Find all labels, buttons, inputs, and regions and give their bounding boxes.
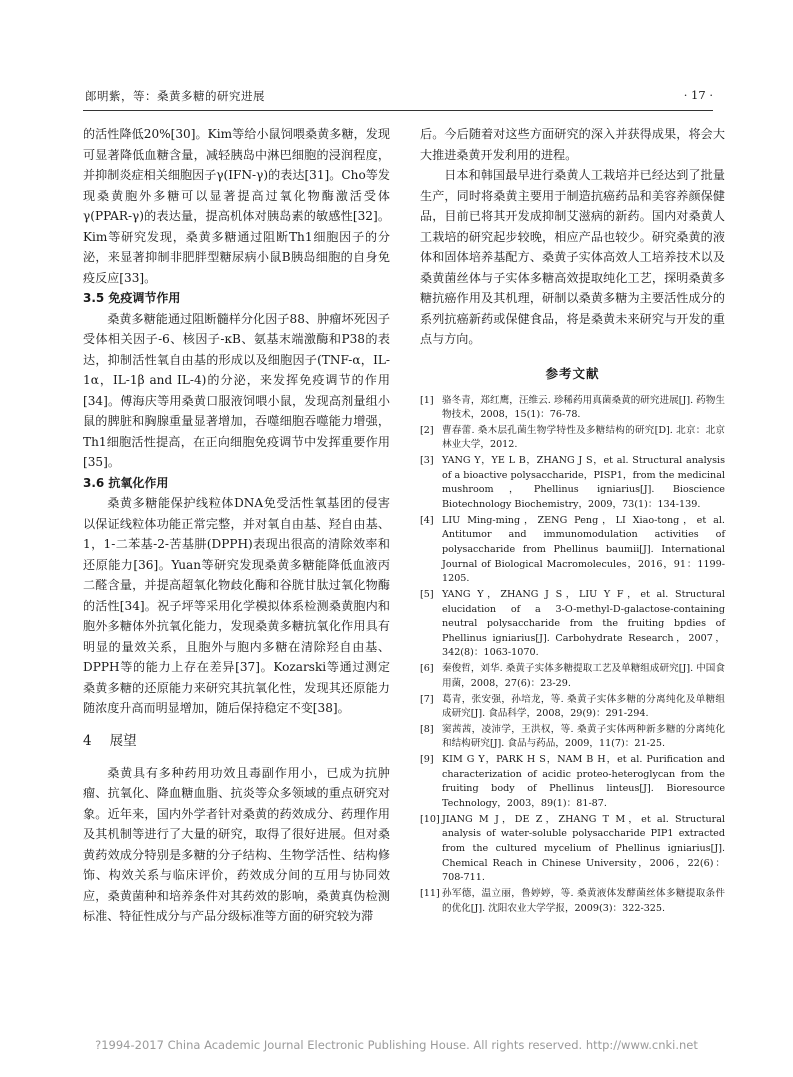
reference-item [420, 662, 725, 691]
reference-item [420, 454, 725, 512]
reference-number: [2] [420, 424, 434, 436]
references-heading: 参考文献 [545, 365, 600, 381]
reference-item [420, 588, 725, 661]
page-number: · 17 · [683, 88, 713, 102]
reference-number: [6] [420, 663, 434, 675]
reference-item [420, 424, 725, 453]
paragraph-outlook-cont: 后。今后随着对这些方面研究的深入并获得成果，将会大大推进桑黄开发利用的进程。 [420, 127, 725, 162]
reference-text: 秦俊哲，刘华. 桑黄子实体多糖提取工艺及单糖组成研究[J]. 中国食用菌，2008，27(6)：23-29. [442, 663, 725, 689]
heading-4-outlook [83, 731, 390, 751]
reference-item [420, 887, 725, 916]
reference-text: YANG Y，YE L B，ZHANG J S，et al. Structural analysis of a bioactive polysaccharide，PISP1，from the medicinal mushroom，Phellinus igniarius[J]. Bioscience Biotechnology Biochemistry，2009，73(1)：134-139. [442, 455, 725, 511]
reference-text: 孙军德，温立丽，鲁婷婷，等. 桑黄液体发酵菌丝体多糖提取条件的优化[J]. 沈阳农业大学学报，2009(3)：322-325. [442, 887, 725, 914]
reference-number: [8] [420, 723, 434, 735]
left-column [83, 124, 390, 927]
reference-item [420, 514, 725, 587]
reference-item [420, 394, 725, 423]
heading-3-5-immunomodulation: 3.5 免疫调节作用 [83, 291, 181, 305]
paragraph-development: 日本和韩国最早进行桑黄人工栽培并已经达到了批量生产，同时将桑黄主要用于制造抗癌药品和美容养颜保健品，目前已将其开发成抑制艾滋病的新药。国内对桑黄人工栽培的研究起步较晚，相应产品也较少。研究桑黄的液体和固体培养基配方、桑黄子实体高效人工培养技术以及桑黄菌丝体与子实体多糖高效提取纯化工艺，探明桑黄多糖抗癌作用及其机理，研制以桑黄多糖为主要活性成分的系列抗癌新药或保健食品，将是桑黄未来研究与开发的重点与方向。 [420, 168, 725, 346]
reference-number: [1] [420, 394, 434, 406]
right-column [420, 124, 725, 917]
reference-text: LIU Ming-ming，ZENG Peng，LI Xiao-tong，et al. Antitumor and immunomodulation activities of polysaccharide from Phellinus baumii[J]. International Journal of Biological Macromolecules，2016，91：1199-1205. [442, 514, 725, 585]
reference-text: 骆冬青，郑红鹰，汪维云. 珍稀药用真菌桑黄的研究进展[J]. 药物生物技术，2008，15(1)：76-78. [442, 394, 725, 421]
copyright-footer: ?1994-2017 China Academic Journal Electronic Publishing House. All rights reserved. http://www.cnki.net [95, 1038, 698, 1052]
running-header [83, 88, 713, 111]
reference-text: 葛青，张安强，孙培龙，等. 桑黄子实体多糖的分离纯化及单糖组成研究[J]. 食品科学，2008，29(9)：291-294. [442, 693, 725, 720]
reference-number: [9] [420, 754, 434, 766]
reference-item [420, 753, 725, 811]
section-number: 4 [83, 732, 92, 749]
heading-3-6-antioxidant: 3.6 抗氧化作用 [83, 475, 169, 490]
paragraph-outlook: 桑黄具有多种药用功效且毒副作用小，已成为抗肿瘤、抗氧化、降血糖血脂、抗炎等众多领域的重点研究对象。近年来，国内外学者针对桑黄的药效成分、药理作用及其机制等进行了大量的研究，取得了很好进展。但对桑黄药效成分特别是多糖的分子结构、生物学活性、结构修饰、构效关系与临床评价，药效成分间的互用与协同效应，桑黄菌种和培养条件对其药效的影响，桑黄真伪检测标准、特征性成分与产品分级标准等方面的研究较为滞 [83, 765, 390, 923]
reference-text: KIM G Y，PARK H S，NAM B H，et al. Purification and characterization of acidic proteo-heteroglycan from the fruiting body of Phellinus linteus[J]. Bioresource Technology，2003，89(1)：81-87. [442, 754, 725, 810]
section-title: 展望 [109, 732, 137, 749]
reference-number: [10] [420, 813, 440, 825]
reference-list [420, 394, 725, 917]
reference-number: [3] [420, 455, 434, 467]
reference-item [420, 813, 725, 886]
reference-text: JIANG M J，DE Z，ZHANG T M，et al. Structural analysis of water-soluble polysaccharide PIP1 extracted from the cultured mycelium of Phellinus igniarius[J]. Chemical Reach in Chinese University，2006，22(6)：708-711. [442, 813, 725, 884]
paragraph-antidiabetic-cont: 的活性降低20%[30]。Kim等给小鼠饲喂桑黄多糖，发现可显著降低血糖含量，减轻胰岛中淋巴细胞的浸润程度，并抑制炎症相关细胞因子γ(IFN-γ)的表达[31]。Cho等发现桑黄胞外多糖可以显著提高过氧化物酶激活受体γ(PPAR-γ)的表达量，提高机体对胰岛素的敏感性[32]。Kim等研究发现，桑黄多糖通过阻断Th1细胞因子的分泌，来显著抑制非肥胖型糖尿病小鼠B胰岛细胞的自身免疫反应[33]。 [83, 127, 390, 285]
reference-number: [4] [420, 514, 434, 526]
reference-item [420, 693, 725, 722]
reference-item [420, 723, 725, 752]
reference-number: [5] [420, 588, 434, 600]
running-title: 郎明紫，等：桑黄多糖的研究进展 [85, 89, 265, 103]
paragraph-immunomodulation: 桑黄多糖能通过阻断髓样分化因子88、肿瘤坏死因子受体相关因子-6、核因子-κB、氨基末端激酶和P38的表达，抑制活性氧自由基的形成以及细胞因子(TNF-α，IL-1α，IL-1β and IL-4)的分泌，来发挥免疫调节的作用[34]。傅海庆等用桑黄口服液饲喂小鼠，发现高剂量组小鼠的脾脏和胸腺重量显著增加，吞噬细胞吞噬能力增强，Th1细胞活性提高，在正向细胞免疫调节中发挥重要作用[35]。 [83, 311, 390, 469]
reference-text: 窦茜茜，凌沛学，王洪权，等. 桑黄子实体两种新多糖的分离纯化和结构研究[J]. 食品与药品，2009，11(7)：21-25. [442, 723, 725, 750]
paragraph-antioxidant: 桑黄多糖能保护线粒体DNA免受活性氧基团的侵害以保证线粒体功能正常完整，并对氧自由基、羟自由基、1，1-二苯基-2-苦基肼(DPPH)表现出很高的清除效率和还原能力[36]。Yuan等研究发现桑黄多糖能降低血液丙二醛含量，并提高超氧化物歧化酶和谷胱甘肽过氧化物酶的活性[34]。祝子坪等采用化学模拟体系检测桑黄胞内和胞外多糖体外抗氧化能力，发现桑黄多糖抗氧化作用具有明显的量效关系，且胞外与胞内多糖在清除羟自由基、DPPH等的能力上存在差异[37]。Kozarski等通过测定桑黄多糖的还原能力来研究其抗氧化性，发现其还原能力随浓度升高而明显增加，随后保持稳定不变[38]。 [83, 496, 390, 715]
reference-text: 曹春蕾. 桑木层孔菌生物学特性及多糖结构的研究[D]. 北京：北京林业大学，2012. [442, 424, 725, 451]
reference-number: [11] [420, 887, 440, 899]
reference-number: [7] [420, 693, 434, 705]
reference-text: YANG Y，ZHANG J S，LIU Y F，et al. Structural elucidation of a 3-O-methyl-D-galactose-containing neutral polysaccharide from the fruiting bpdies of Phellinus igniarius[J]. Carbohydrate Research，2007，342(8)：1063-1070. [442, 588, 725, 659]
